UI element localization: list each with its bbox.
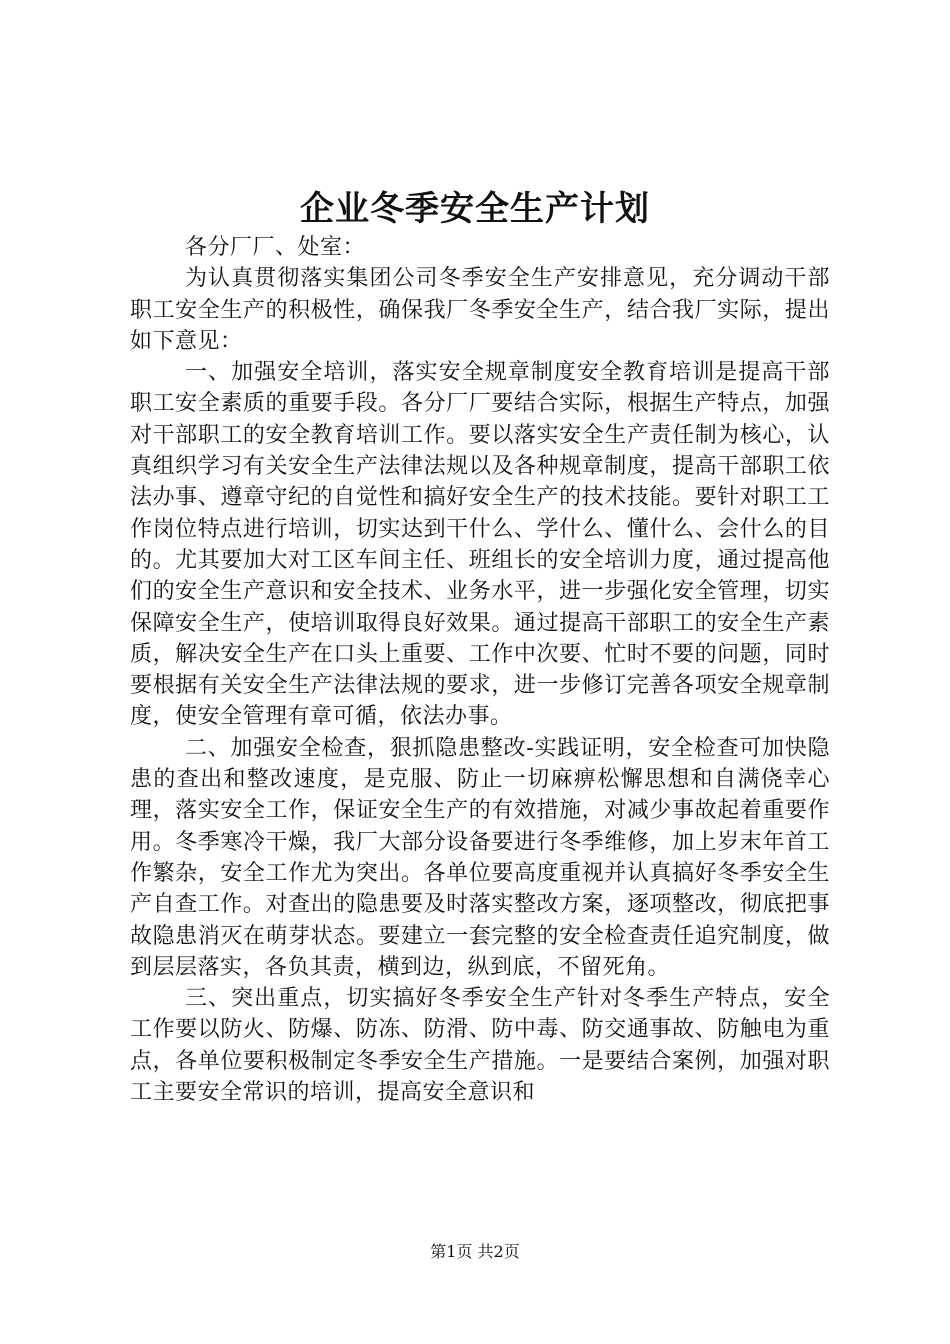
salutation-paragraph: 各分厂厂、处室： xyxy=(185,235,366,260)
intro-paragraph: 为认真贯彻落实集团公司冬季安全生产安排意见，充分调动干部职工安全生产的积极性，确保我厂冬季安全生产，结合我厂实际，提出如下意见： xyxy=(130,266,830,354)
section-two-paragraph: 二、加强安全检查，狠抓隐患整改-实践证明，安全检查可加快隐患的查出和整改速度，是克服、防止一切麻痹松懈思想和自满侥幸心理，落实安全工作，保证安全生产的有效措施，对减少事故起着重要作用。冬季寒冷干燥，我厂大部分设备要进行冬季维修，加上岁末年首工作繁杂，安全工作尤为突出。各单位要高度重视并认真搞好冬季安全生产自查工作。对查出的隐患要及时落实整改方案，逐项整改，彻底把事故隐患消灭在萌芽状态。要建立一套完整的安全检查责任追究制度，做到层层落实，各负其责，横到边，纵到底，不留死角。 xyxy=(130,735,830,980)
document-title: 企业冬季安全生产计划 xyxy=(300,189,650,229)
section-three-paragraph: 三、突出重点，切实搞好冬季安全生产针对冬季生产特点，安全工作要以防火、防爆、防冻、防滑、防中毒、防交通事故、防触电为重点，各单位要积极制定冬季安全生产措施。一是要结合案例，加强对职工主要安全常识的培训，提高安全意识和 xyxy=(130,986,830,1106)
page-indicator: 第1页 共2页 xyxy=(430,1242,520,1261)
document-body xyxy=(130,232,830,1108)
page-footer xyxy=(0,1241,950,1263)
section-one-paragraph: 一、加强安全培训，落实安全规章制度安全教育培训是提高干部职工安全素质的重要手段。各分厂厂要结合实际，根据生产特点，加强对干部职工的安全教育培训工作。要以落实安全生产责任制为核心，认真组织学习有关安全生产法律法规以及各种规章制度，提高干部职工依法办事、遵章守纪的自觉性和搞好安全生产的技术技能。要针对职工工作岗位特点进行培训，切实达到干什么、学什么、懂什么、会什么的目的。尤其要加大对工区车间主任、班组长的安全培训力度，通过提高他们的安全生产意识和安全技术、业务水平，进一步强化安全管理，切实保障安全生产，使培训取得良好效果。通过提高干部职工的安全生产素质，解决安全生产在口头上重要、工作中次要、忙时不要的问题，同时要根据有关安全生产法律法规的要求，进一步修订完善各项安全规章制度，使安全管理有章可循，依法办事。 xyxy=(130,360,830,730)
